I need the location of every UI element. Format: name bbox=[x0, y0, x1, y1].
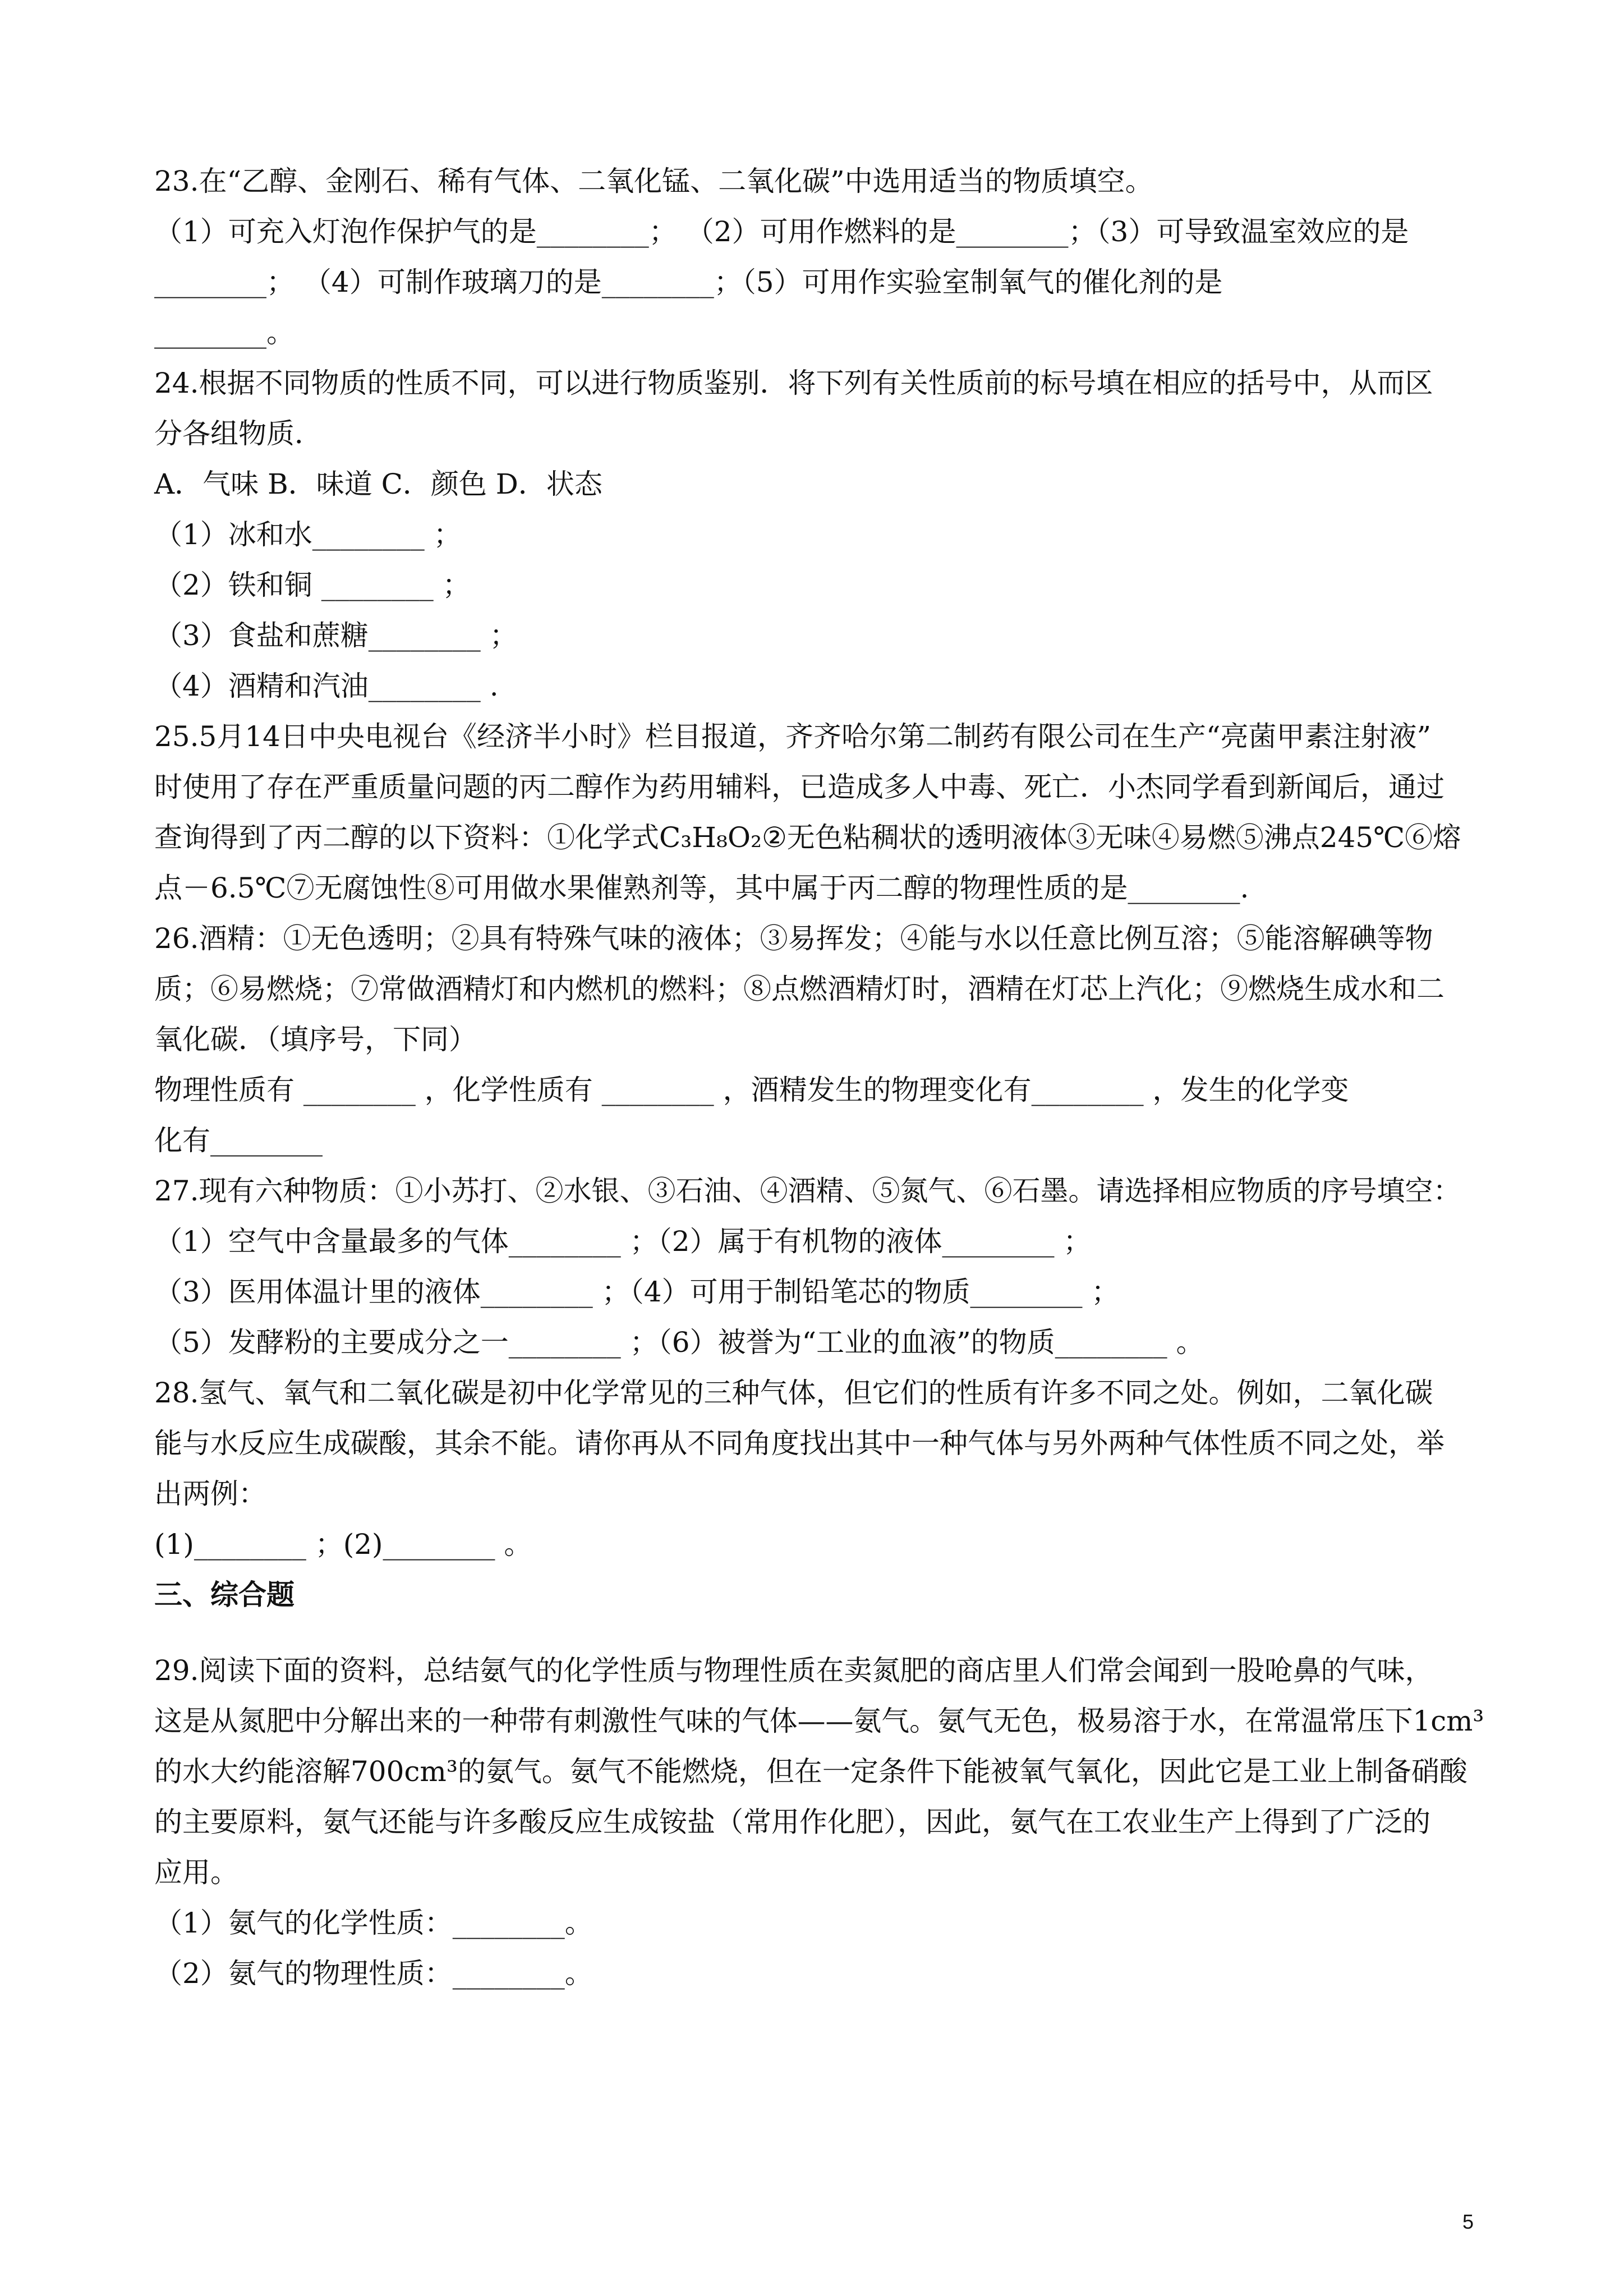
q27-line1: （1）空气中含量最多的气体________ ；（2）属于有机物的液体________ ； bbox=[154, 1225, 1092, 1258]
q27-line2: （3）医用体温计里的液体________ ；（4）可用于制铅笔芯的物质________ ； bbox=[154, 1276, 1120, 1308]
q25-line3: 查询得到了丙二醇的以下资料：①化学式C₃H₈O₂②无色粘稠状的透明液体③无味④易燃⑤沸点245℃⑥熔 bbox=[154, 821, 1461, 854]
q27-line3: （5）发酵粉的主要成分之一________ ；（6）被誉为“工业的血液”的物质________ 。 bbox=[154, 1326, 1204, 1359]
q26-line2: 质；⑥易燃烧；⑦常做酒精灯和内燃机的燃料；⑧点燃酒精灯时，酒精在灯芯上汽化；⑨燃烧生成水和二 bbox=[154, 973, 1444, 1005]
q28-line2: 能与水反应生成碳酸，其余不能。请你再从不同角度找出其中一种气体与另外两种气体性质不同之处，举 bbox=[154, 1427, 1444, 1460]
q24-title-line2: 分各组物质． bbox=[154, 417, 323, 450]
q29-line3: 的水大约能溶解700cm³的氨气。氨气不能燃烧，但在一定条件下能被氧气氧化，因此它是工业上制备硝酸 bbox=[154, 1755, 1467, 1788]
q29-line2: 这是从氮肥中分解出来的一种带有刺激性气味的气体——氨气。氨气无色，极易溶于水，在常温常压下1cm³ bbox=[154, 1705, 1484, 1737]
q29-item1: （1）氨气的化学性质：________。 bbox=[154, 1907, 593, 1939]
q28-line3: 出两例： bbox=[154, 1478, 266, 1510]
q25-line2: 时使用了存在严重质量问题的丙二醇作为药用辅料，已造成多人中毒、死亡．小杰同学看到新闻后，通过 bbox=[154, 771, 1444, 803]
q26-line3: 氧化碳．（填序号，下同） bbox=[154, 1023, 477, 1056]
q25-line4: 点－6.5℃⑦无腐蚀性⑧可用做水果催熟剂等，其中属于丙二醇的物理性质的是________. bbox=[154, 872, 1249, 904]
q24-item2: （2）铁和铜 ________ ； bbox=[154, 569, 471, 601]
q24-title-line1: 24.根据不同物质的性质不同，可以进行物质鉴别．将下列有关性质前的标号填在相应的括号中，从而区 bbox=[154, 367, 1433, 399]
q23-line1: （1）可充入灯泡作保护气的是________； （2）可用作燃料的是________；（3）可导致温室效应的是 bbox=[154, 215, 1409, 248]
q28-line1: 28.氢气、氧气和二氧化碳是初中化学常见的三种气体，但它们的性质有许多不同之处。例如，二氧化碳 bbox=[154, 1377, 1433, 1409]
q24-options: A．气味 B．味道 C．颜色 D．状态 bbox=[154, 468, 602, 500]
q29-line1: 29.阅读下面的资料，总结氨气的化学性质与物理性质在卖氮肥的商店里人们常会闻到一股呛鼻的气味， bbox=[154, 1654, 1433, 1687]
q23-line3: ________。 bbox=[154, 316, 295, 349]
q23-line2: ________； （4）可制作玻璃刀的是________；（5）可用作实验室制氧气的催化剂的是 bbox=[154, 266, 1223, 298]
q29-line4: 的主要原料，氨气还能与许多酸反应生成铵盐（常用作化肥），因此，氨气在工农业生产上得到了广泛的 bbox=[154, 1806, 1430, 1838]
q29-item2: （2）氨气的物理性质：________。 bbox=[154, 1957, 593, 1990]
q24-item3: （3）食盐和蔗糖________ ； bbox=[154, 619, 518, 652]
section-heading: 三、综合题 bbox=[154, 1579, 295, 1611]
q23-title: 23.在“乙醇、金刚石、稀有气体、二氧化锰、二氧化碳”中选用适当的物质填空。 bbox=[154, 165, 1153, 197]
q25-line1: 25.5月14日中央电视台《经济半小时》栏目报道，齐齐哈尔第二制药有限公司在生产“亮菌甲素注射液” bbox=[154, 720, 1432, 753]
q24-item1: （1）冰和水________ ； bbox=[154, 518, 462, 551]
q28-line4: (1)________ ；(2)________ 。 bbox=[154, 1528, 532, 1561]
q26-line4: 物理性质有 ________ ，化学性质有 ________ ，酒精发生的物理变化有________ ，发生的化学变 bbox=[154, 1074, 1349, 1106]
q24-item4: （4）酒精和汽油________ . bbox=[154, 670, 499, 702]
q26-line1: 26.酒精：①无色透明；②具有特殊气味的液体；③易挥发；④能与水以任意比例互溶；⑤能溶解碘等物 bbox=[154, 922, 1433, 955]
q29-line5: 应用。 bbox=[154, 1856, 238, 1889]
q26-line5: 化有________ bbox=[154, 1124, 323, 1157]
page-number: 5 bbox=[1462, 2210, 1474, 2233]
q27-title: 27.现有六种物质：①小苏打、②水银、③石油、④酒精、⑤氮气、⑥石墨。请选择相应物质的序号填空： bbox=[154, 1175, 1461, 1207]
